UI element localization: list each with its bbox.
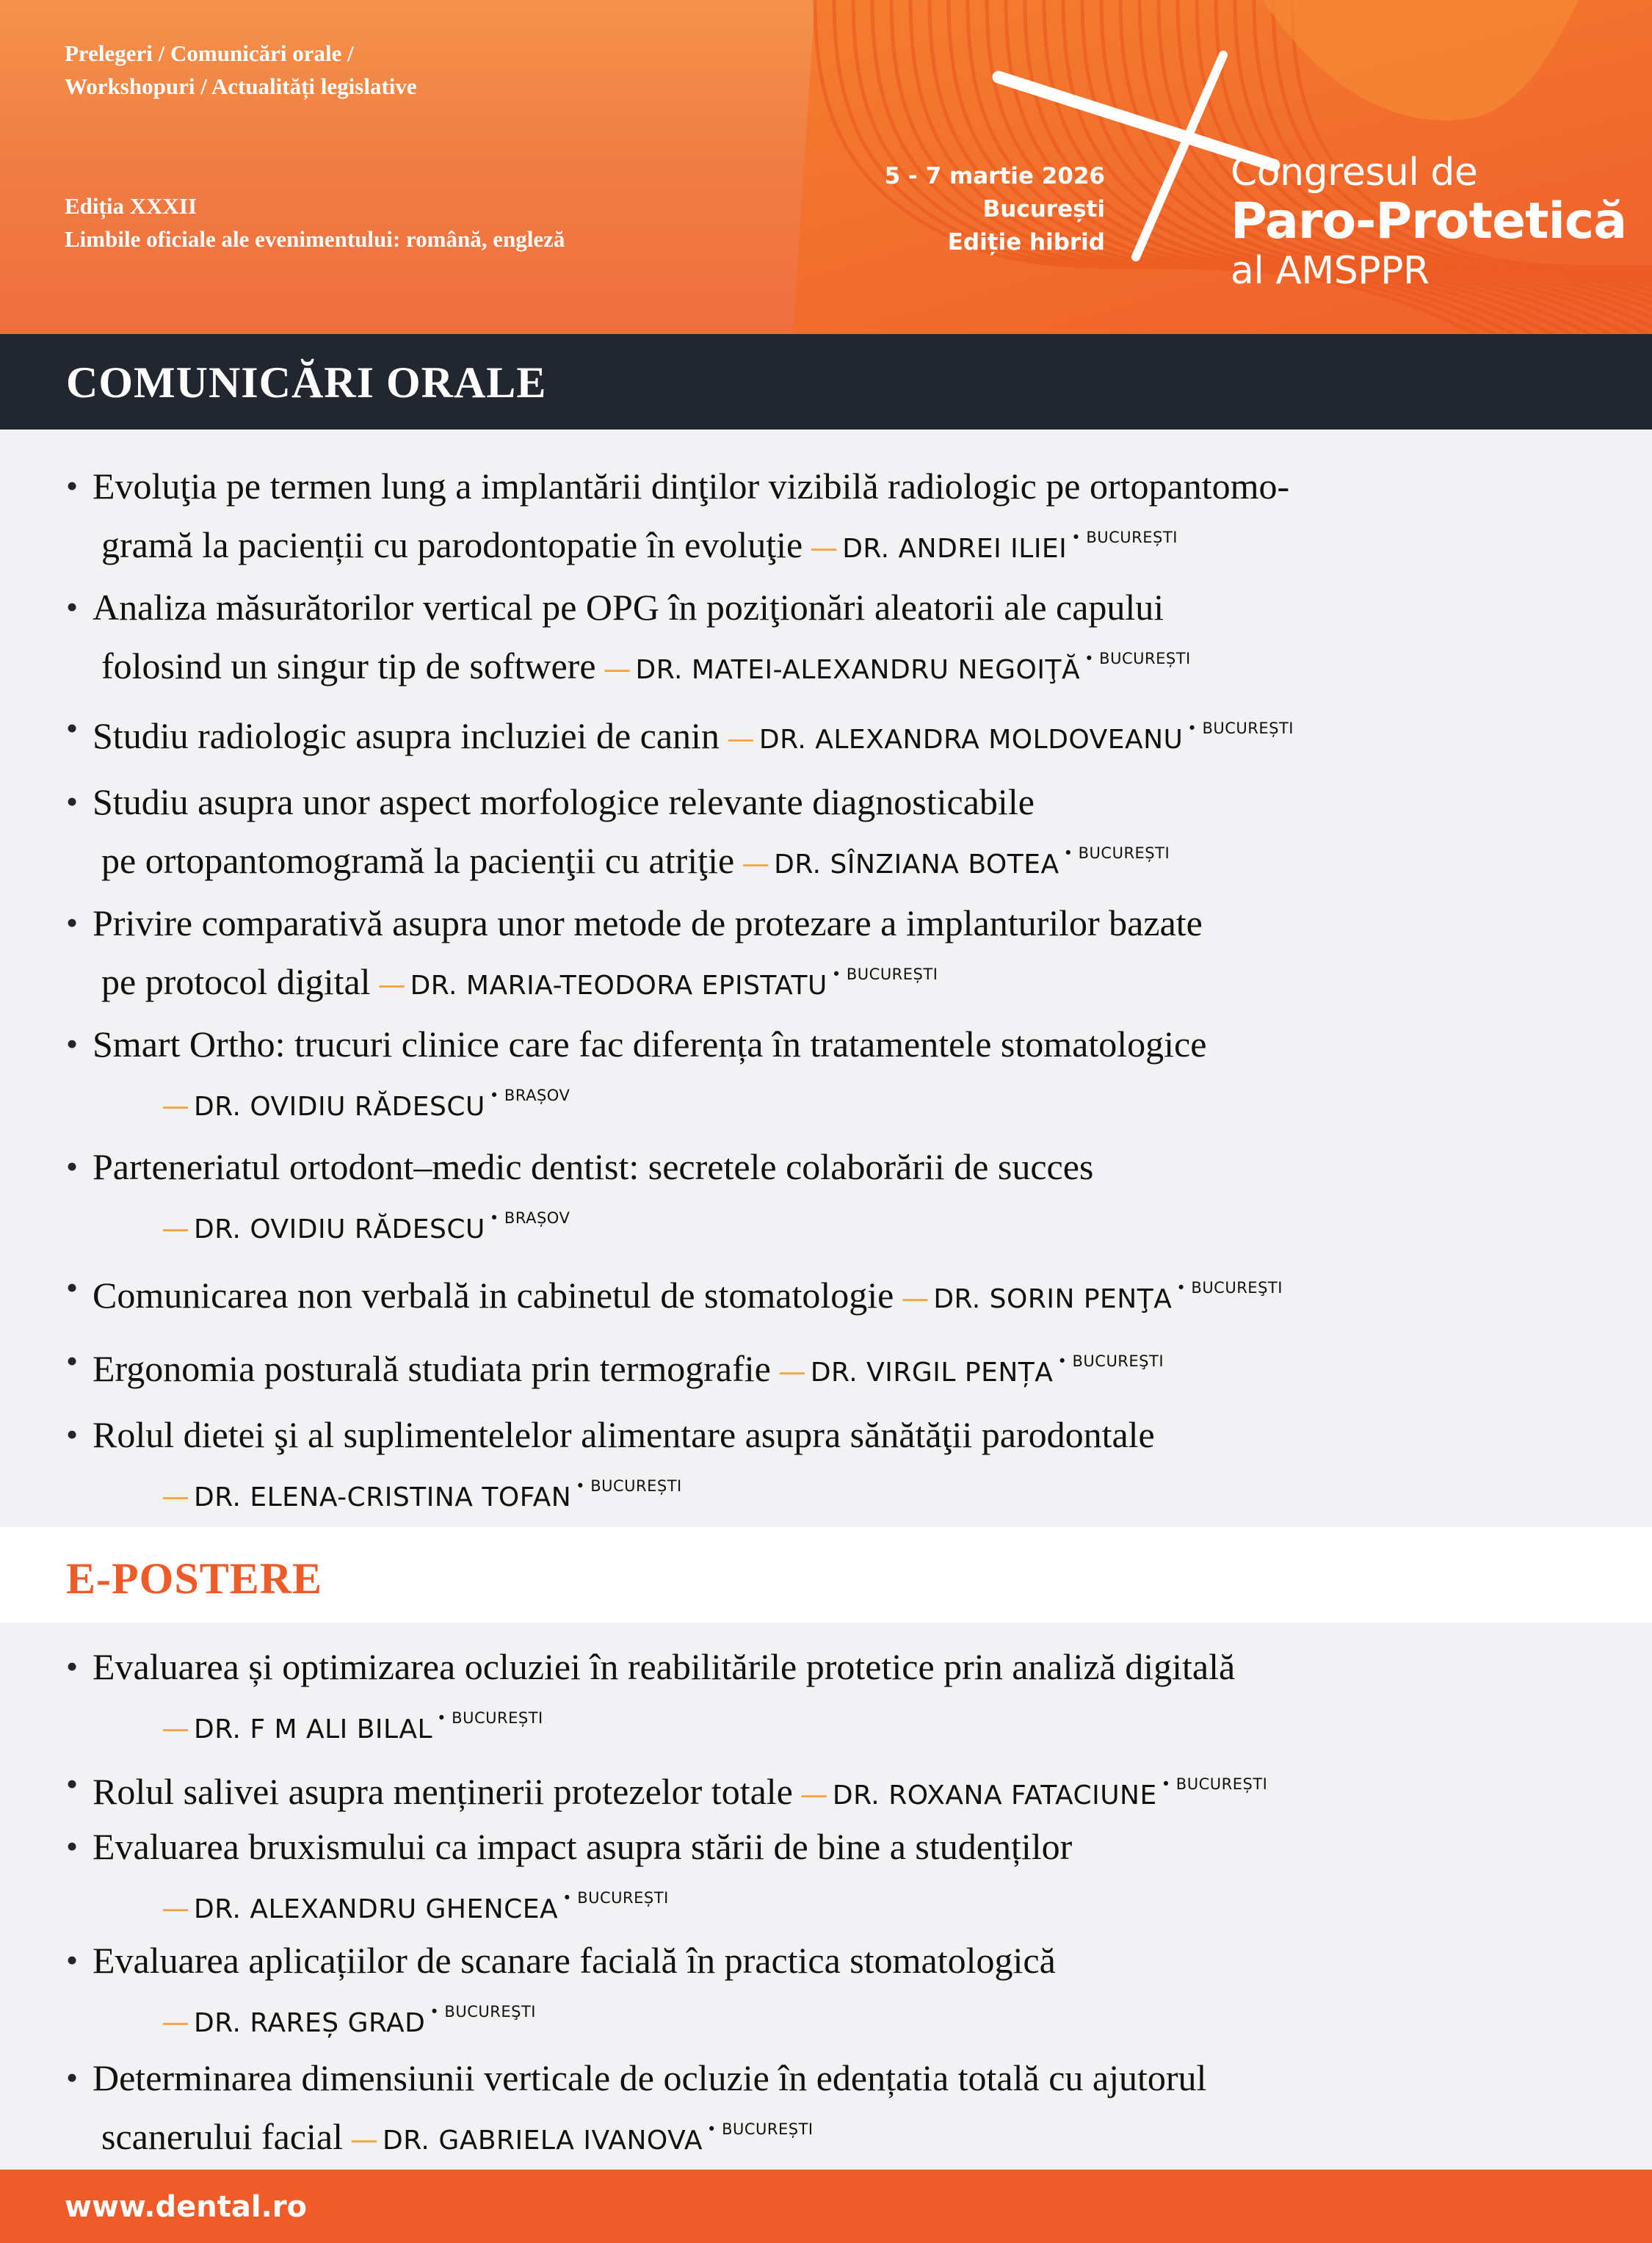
poster-section-title: E-POSTERE bbox=[66, 1554, 323, 1603]
author-name: DR. ALEXANDRA MOLDOVEANU bbox=[758, 725, 1184, 755]
dash-separator-icon: — bbox=[810, 532, 838, 564]
dash-separator-icon: — bbox=[162, 1892, 189, 1924]
oral-section-title: COMUNICĂRI ORALE bbox=[66, 358, 547, 407]
footer-bar bbox=[0, 2170, 1652, 2243]
dash-separator-icon: — bbox=[778, 1355, 806, 1388]
bullet-icon: • bbox=[66, 1765, 79, 1802]
author-city: • BUCUREȘTI bbox=[707, 2120, 814, 2138]
author-line bbox=[66, 1986, 1593, 2049]
languages-label: Limbile oficiale ale evenimentului: română, engleză bbox=[65, 226, 565, 252]
title-line bbox=[93, 512, 1593, 575]
author-city: • BRAȘOV bbox=[489, 1087, 570, 1104]
list-item bbox=[66, 1409, 1593, 1523]
title-line bbox=[93, 1336, 1593, 1399]
presentation-title: Privire comparativă asupra unor metode de protezare a implanturilor bazate bbox=[93, 902, 1203, 943]
presentation-title: Determinarea dimensiunii verticale de ocluzie în edențatia totală cu ajutorul bbox=[93, 2057, 1207, 2098]
dash-separator-icon: — bbox=[162, 1480, 189, 1512]
congress-logo-title bbox=[1231, 151, 1626, 293]
oral-section-header bbox=[0, 334, 1652, 430]
edition-label: Ediția XXXII bbox=[65, 193, 198, 219]
list-item bbox=[66, 460, 1593, 575]
list-item bbox=[66, 1141, 1593, 1255]
list-item bbox=[66, 1641, 1593, 1755]
title-line bbox=[93, 1641, 1593, 1692]
list-item bbox=[66, 581, 1593, 696]
event-format: Ediție hibrid bbox=[947, 229, 1105, 256]
author-name: DR. VIRGIL PENȚA bbox=[810, 1358, 1054, 1388]
author-name: DR. OVIDIU RĂDESCU bbox=[194, 1092, 485, 1122]
author-name: DR. MATEI-ALEXANDRU NEGOIŢĂ bbox=[635, 655, 1081, 685]
author-name: DR. SORIN PENŢA bbox=[933, 1284, 1173, 1314]
title-line bbox=[93, 633, 1593, 696]
list-item bbox=[66, 1758, 1593, 1822]
author-city: • BUCUREȘTI bbox=[831, 965, 938, 983]
list-item bbox=[66, 897, 1593, 1012]
author-city: • BUCUREȘTI bbox=[1071, 529, 1178, 546]
presentation-title: gramă la pacienții cu parodontopatie în evoluţie bbox=[101, 524, 803, 565]
list-item bbox=[66, 1336, 1593, 1399]
presentation-title: Studiu radiologic asupra incluziei de canin bbox=[93, 715, 720, 756]
topics-line-1: Prelegeri / Comunicări orale / bbox=[65, 40, 354, 66]
author-name: DR. F M ALI BILAL bbox=[194, 1714, 433, 1744]
author-city: • BUCUREŞTI bbox=[1057, 1352, 1164, 1370]
poster-section-header bbox=[0, 1527, 1652, 1623]
author-line bbox=[66, 1692, 1593, 1755]
author-line bbox=[66, 1460, 1593, 1523]
author-line bbox=[66, 1192, 1593, 1255]
bullet-icon: • bbox=[66, 1827, 79, 1865]
title-line bbox=[93, 581, 1593, 633]
dash-separator-icon: — bbox=[162, 1090, 189, 1122]
list-item bbox=[66, 1935, 1593, 2049]
presentation-title: Ergonomia posturală studiata prin termografie bbox=[93, 1348, 771, 1389]
title-line bbox=[93, 827, 1593, 891]
author-name: DR. OVIDIU RĂDESCU bbox=[194, 1214, 485, 1244]
title-line bbox=[93, 1141, 1593, 1192]
bullet-icon: • bbox=[66, 783, 79, 820]
title-line bbox=[93, 1018, 1593, 1070]
presentation-title: Rolul dietei şi al suplimentelelor alimentare asupra sănătăţii parodontale bbox=[93, 1414, 1155, 1455]
presentation-title: Evaluarea bruxismului ca impact asupra stării de bine a studenților bbox=[93, 1826, 1073, 1867]
author-city: • BRAȘOV bbox=[489, 1209, 570, 1227]
author-line bbox=[66, 1872, 1593, 1935]
author-city: • BUCUREŞTI bbox=[430, 2003, 536, 2021]
dash-separator-icon: — bbox=[162, 1712, 189, 1744]
title-line bbox=[93, 1262, 1593, 1325]
bullet-icon: • bbox=[66, 1269, 79, 1306]
bullet-icon: • bbox=[66, 467, 79, 504]
list-item bbox=[66, 1262, 1593, 1325]
presentation-title: Comunicarea non verbală in cabinetul de stomatologie bbox=[93, 1275, 894, 1316]
title-line bbox=[93, 1935, 1593, 1986]
list-item bbox=[66, 1821, 1593, 1935]
presentation-title: pe protocol digital bbox=[101, 961, 371, 1002]
presentation-title: pe ortopantomogramă la pacienţii cu atriţie bbox=[101, 840, 735, 881]
dash-separator-icon: — bbox=[603, 653, 631, 685]
author-line bbox=[66, 1070, 1593, 1133]
author-name: DR. SÎNZIANA BOTEA bbox=[774, 849, 1059, 880]
presentation-title: Rolul salivei asupra menținerii protezelor totale bbox=[93, 1771, 793, 1812]
author-city: • BUCUREȘTI bbox=[576, 1477, 682, 1495]
author-name: DR. ROXANA FATACIUNE bbox=[832, 1780, 1157, 1811]
bullet-icon: • bbox=[66, 1025, 79, 1062]
dash-separator-icon: — bbox=[377, 968, 406, 1001]
presentation-title: Evaluarea aplicațiilor de scanare facială în practica stomatologică bbox=[93, 1940, 1056, 1981]
title-line bbox=[93, 2104, 1593, 2167]
bullet-icon: • bbox=[66, 1148, 79, 1185]
list-item bbox=[66, 776, 1593, 891]
list-item bbox=[66, 2052, 1593, 2167]
logo-line-1: Congresul de bbox=[1231, 151, 1478, 195]
bullet-icon: • bbox=[66, 1941, 79, 1979]
author-city: • BUCUREȘTI bbox=[1187, 720, 1294, 737]
event-topics bbox=[65, 37, 417, 103]
author-city: • BUCUREȘTI bbox=[1084, 650, 1191, 667]
bullet-icon: • bbox=[66, 2059, 79, 2096]
author-city: • BUCUREȘTI bbox=[1063, 844, 1170, 862]
bullet-icon: • bbox=[66, 1342, 79, 1380]
author-city: • BUCUREȘTI bbox=[437, 1709, 543, 1727]
title-line bbox=[93, 2052, 1593, 2104]
presentation-title: Parteneriatul ortodont–medic dentist: secretele colaborării de succes bbox=[93, 1146, 1094, 1187]
hero-banner bbox=[0, 0, 1652, 334]
bullet-icon: • bbox=[66, 1648, 79, 1685]
bullet-icon: • bbox=[66, 904, 79, 941]
author-name: DR. GABRIELA IVANOVA bbox=[382, 2126, 703, 2156]
title-line bbox=[93, 703, 1593, 766]
event-dates: 5 - 7 martie 2026 bbox=[884, 163, 1105, 189]
author-city: • BUCUREȘTI bbox=[562, 1889, 669, 1907]
author-name: DR. ALEXANDRU GHENCEA bbox=[194, 1894, 559, 1924]
author-name: DR. RAREȘ GRAD bbox=[194, 2008, 426, 2038]
presentation-title: Studiu asupra unor aspect morfologice relevante diagnosticabile bbox=[93, 781, 1035, 822]
dash-separator-icon: — bbox=[800, 1778, 828, 1811]
presentation-title: Evaluarea și optimizarea ocluziei în reabilitările protetice prin analiză digitală bbox=[93, 1646, 1236, 1687]
bullet-icon: • bbox=[66, 709, 79, 747]
title-line bbox=[93, 776, 1593, 827]
bullet-icon: • bbox=[66, 1416, 79, 1453]
dash-separator-icon: — bbox=[349, 2123, 378, 2156]
title-line bbox=[93, 897, 1593, 949]
presentation-title: Smart Ortho: trucuri clinice care fac diferența în tratamentele stomatologice bbox=[93, 1023, 1207, 1065]
presentation-title: Evoluţia pe termen lung a implantării dinţilor vizibilă radiologic pe ortopantomo- bbox=[93, 465, 1290, 507]
dash-separator-icon: — bbox=[901, 1282, 930, 1314]
title-line bbox=[93, 460, 1593, 512]
oral-presentations-list bbox=[0, 430, 1652, 1527]
dash-separator-icon: — bbox=[162, 1212, 189, 1244]
author-name: DR. ELENA-CRISTINA TOFAN bbox=[194, 1482, 572, 1512]
logo-line-3: al AMSPPR bbox=[1231, 249, 1430, 293]
author-name: DR. ANDREI ILIEI bbox=[842, 534, 1068, 564]
logo-line-2: Paro-Protetică bbox=[1231, 192, 1627, 250]
author-city: • BUCUREȘTI bbox=[1161, 1775, 1268, 1793]
presentation-title: scanerului facial bbox=[101, 2116, 343, 2157]
event-info bbox=[65, 189, 565, 256]
list-item bbox=[66, 703, 1593, 766]
title-line bbox=[93, 1409, 1593, 1460]
author-city: • BUCUREŞTI bbox=[1176, 1279, 1283, 1297]
title-line bbox=[93, 1758, 1593, 1822]
author-name: DR. MARIA-TEODORA EPISTATU bbox=[410, 971, 827, 1001]
dash-separator-icon: — bbox=[742, 847, 770, 880]
presentation-title: Analiza măsurătorilor vertical pe OPG în poziţionări aleatorii ale capului bbox=[93, 587, 1164, 628]
dash-separator-icon: — bbox=[726, 722, 755, 755]
website-link[interactable]: www.dental.ro bbox=[65, 2190, 307, 2224]
bullet-icon: • bbox=[66, 588, 79, 626]
e-poster-list bbox=[0, 1623, 1652, 2170]
title-line bbox=[93, 1821, 1593, 1872]
presentation-title: folosind un singur tip de softwere bbox=[101, 645, 596, 686]
dash-separator-icon: — bbox=[162, 2006, 189, 2038]
event-city: București bbox=[982, 196, 1105, 222]
list-item bbox=[66, 1018, 1593, 1133]
topics-line-2: Workshopuri / Actualități legislative bbox=[65, 73, 417, 99]
title-line bbox=[93, 949, 1593, 1012]
